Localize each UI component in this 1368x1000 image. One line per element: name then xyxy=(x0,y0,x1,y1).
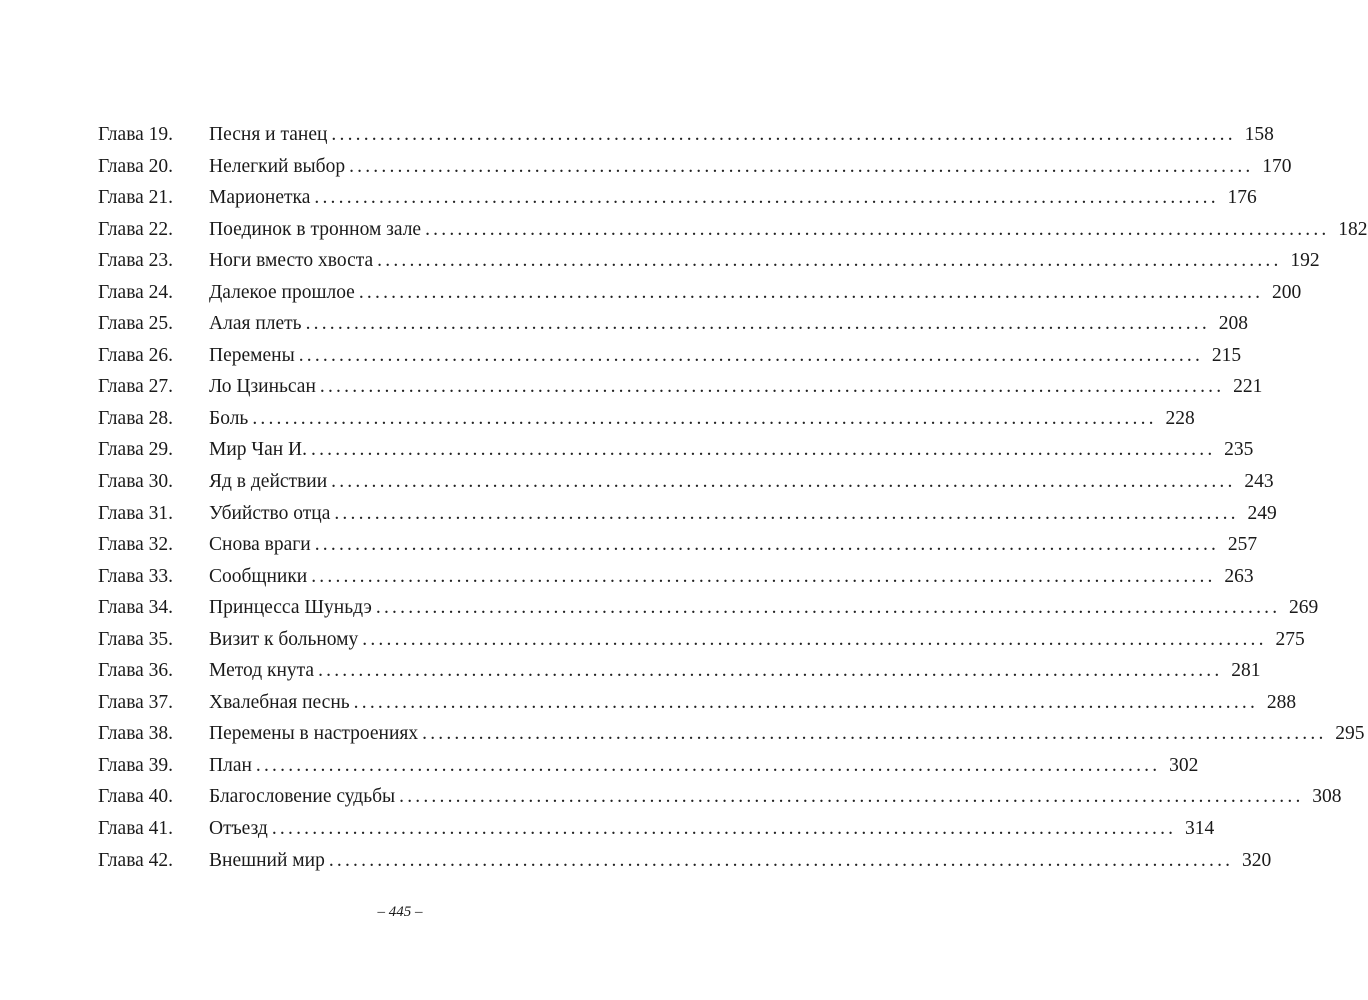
chapter-title: Метод кнута xyxy=(209,660,315,682)
toc-entry xyxy=(98,818,1215,850)
dot-leader: ................................................................................................................ xyxy=(331,124,1236,145)
toc-entry xyxy=(98,786,1342,818)
dot-leader: ................................................................................................................ xyxy=(353,691,1259,713)
chapter-number: Глава 24. xyxy=(98,281,174,303)
dot-leader: ................................................................................................................ xyxy=(334,502,1239,524)
chapter-title: Алая плеть xyxy=(209,313,302,335)
dot-leader: ................................................................................................................ xyxy=(311,439,1216,461)
chapter-title: Отъезд xyxy=(209,818,268,840)
toc-entry xyxy=(98,155,1292,188)
chapter-title: Яд в действии xyxy=(209,471,328,493)
page-number: 295 xyxy=(1335,723,1365,745)
table-of-contents xyxy=(98,124,1368,881)
page-number: 170 xyxy=(1262,155,1292,177)
chapter-title: Ло Цзиньсан xyxy=(209,376,316,398)
dot-leader: ................................................................................................................ xyxy=(319,376,1225,398)
page-number: 308 xyxy=(1312,786,1342,808)
dot-leader: ................................................................................................................ xyxy=(328,849,1234,871)
toc-entry xyxy=(98,281,1302,314)
chapter-number: Глава 19. xyxy=(98,124,174,145)
page-number: 158 xyxy=(1244,124,1274,145)
chapter-number: Глава 40. xyxy=(98,786,174,808)
dot-leader: ................................................................................................................ xyxy=(318,660,1223,682)
chapter-title: Снова враги xyxy=(209,534,311,556)
chapter-number: Глава 28. xyxy=(98,407,174,429)
toc-entry xyxy=(98,471,1274,503)
chapter-number: Глава 32. xyxy=(98,534,174,556)
chapter-number: Глава 27. xyxy=(98,376,174,398)
toc-entry xyxy=(98,628,1305,661)
dot-leader: ................................................................................................................ xyxy=(425,218,1330,240)
chapter-title: Принцесса Шуньдэ xyxy=(209,597,372,619)
dot-leader: ................................................................................................................ xyxy=(349,155,1254,177)
page-number: 257 xyxy=(1227,534,1258,556)
toc-entry xyxy=(98,502,1277,535)
chapter-title: Мир Чан И. xyxy=(209,439,307,461)
chapter-number: Глава 20. xyxy=(98,155,174,177)
chapter-number: Глава 38. xyxy=(98,723,174,745)
dot-leader: ................................................................................................................ xyxy=(375,597,1281,619)
toc-entry xyxy=(98,124,1274,156)
chapter-title: Перемены xyxy=(209,344,295,366)
dot-leader: ................................................................................................................ xyxy=(331,471,1236,493)
page-number: 200 xyxy=(1272,281,1302,303)
dot-leader: ................................................................................................................ xyxy=(255,754,1161,776)
dot-leader: ................................................................................................................ xyxy=(358,281,1264,303)
page-number: 302 xyxy=(1169,754,1199,776)
chapter-number: Глава 34. xyxy=(98,597,174,619)
dot-leader: ................................................................................................................ xyxy=(314,534,1220,556)
page-number: 269 xyxy=(1289,597,1319,619)
toc-entry xyxy=(98,597,1319,629)
page-number: 176 xyxy=(1227,187,1257,209)
chapter-number: Глава 25. xyxy=(98,313,174,335)
chapter-number: Глава 33. xyxy=(98,565,174,587)
toc-entry xyxy=(98,565,1254,598)
chapter-number: Глава 36. xyxy=(98,660,174,682)
toc-entry xyxy=(98,407,1195,440)
toc-entry xyxy=(98,660,1261,692)
chapter-number: Глава 39. xyxy=(98,754,174,776)
toc-entry xyxy=(98,849,1272,882)
chapter-number: Глава 41. xyxy=(98,818,174,840)
chapter-title: Ноги вместо хвоста xyxy=(209,250,374,272)
toc-entry xyxy=(98,534,1258,566)
chapter-number: Глава 21. xyxy=(98,187,174,209)
dot-leader: ................................................................................................................ xyxy=(314,187,1219,209)
chapter-title: Нелегкий выбор xyxy=(209,155,346,177)
toc-entry xyxy=(98,250,1320,282)
chapter-number: Глава 22. xyxy=(98,218,174,240)
chapter-title: Благословение судьбы xyxy=(209,786,396,808)
page-number: 249 xyxy=(1247,502,1277,524)
chapter-number: Глава 35. xyxy=(98,628,174,650)
dot-leader: ................................................................................................................ xyxy=(399,786,1304,808)
page-number: 192 xyxy=(1290,250,1320,272)
chapter-title: План xyxy=(209,754,252,776)
toc-entry xyxy=(98,754,1199,787)
toc-entry xyxy=(98,313,1248,345)
chapter-number: Глава 23. xyxy=(98,250,174,272)
dot-leader: ................................................................................................................ xyxy=(252,407,1157,429)
page-number: 235 xyxy=(1224,439,1254,461)
page-number: 263 xyxy=(1224,565,1254,587)
dot-leader: ................................................................................................................ xyxy=(298,344,1204,366)
dot-leader: ................................................................................................................ xyxy=(422,723,1327,745)
chapter-title: Песня и танец xyxy=(209,124,328,145)
dot-leader: ................................................................................................................ xyxy=(271,818,1177,840)
page-number: 228 xyxy=(1165,407,1195,429)
chapter-title: Поединок в тронном зале xyxy=(209,218,422,240)
toc-entry xyxy=(98,344,1242,377)
dot-leader: ................................................................................................................ xyxy=(305,313,1210,335)
page-number: 182 xyxy=(1338,218,1368,240)
page-number: 314 xyxy=(1185,818,1215,840)
chapter-number: Глава 37. xyxy=(98,691,174,713)
dot-leader: ................................................................................................................ xyxy=(362,628,1267,650)
toc-entry xyxy=(98,691,1297,724)
page-folio: – 445 – xyxy=(377,904,423,920)
chapter-number: Глава 31. xyxy=(98,502,174,524)
toc-entry xyxy=(98,723,1365,755)
page-number: 243 xyxy=(1244,471,1274,493)
chapter-number: Глава 29. xyxy=(98,439,174,461)
chapter-title: Убийство отца xyxy=(209,502,331,524)
chapter-title: Перемены в настроениях xyxy=(209,723,419,745)
chapter-number: Глава 26. xyxy=(98,344,174,366)
page-number: 281 xyxy=(1231,660,1261,682)
chapter-number: Глава 42. xyxy=(98,849,174,871)
page-number: 275 xyxy=(1275,628,1305,650)
chapter-title: Сообщники xyxy=(209,565,308,587)
page-number: 288 xyxy=(1266,691,1297,713)
chapter-title: Далекое прошлое xyxy=(209,281,355,303)
chapter-number: Глава 30. xyxy=(98,471,174,493)
dot-leader: ................................................................................................................ xyxy=(377,250,1282,272)
page-number: 320 xyxy=(1241,849,1272,871)
chapter-title: Визит к больному xyxy=(209,628,359,650)
page-number: 221 xyxy=(1233,376,1263,398)
toc-entry xyxy=(98,439,1254,471)
dot-leader: ................................................................................................................ xyxy=(311,565,1216,587)
chapter-title: Боль xyxy=(209,407,249,429)
chapter-title: Внешний мир xyxy=(209,849,325,871)
toc-entry xyxy=(98,187,1257,219)
toc-entry xyxy=(98,376,1263,408)
chapter-title: Марионетка xyxy=(209,187,311,209)
page-number: 208 xyxy=(1218,313,1248,335)
chapter-title: Хвалебная песнь xyxy=(209,691,350,713)
page-number: 215 xyxy=(1211,344,1242,366)
toc-entry xyxy=(98,218,1368,251)
